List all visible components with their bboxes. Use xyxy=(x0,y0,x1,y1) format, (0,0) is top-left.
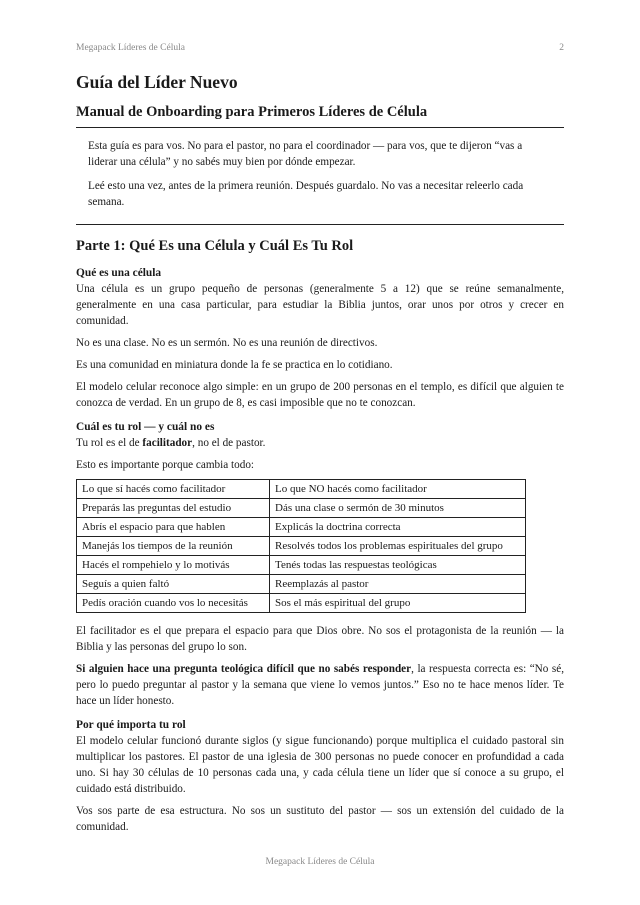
page-title: Guía del Líder Nuevo xyxy=(76,72,238,92)
body-paragraph: Es una comunidad en miniatura donde la fe se practica en lo cotidiano. xyxy=(76,359,393,371)
table-row xyxy=(77,518,526,537)
page-subtitle: Manual de Onboarding para Primeros Líderes de Célula xyxy=(76,103,564,128)
table-cell: Sos el más espiritual del grupo xyxy=(270,594,526,613)
question-emphasis: Si alguien hace una pregunta teológica difícil que no sabés responder xyxy=(76,663,412,675)
subsection-heading: Por qué importa tu rol xyxy=(76,719,186,731)
table-header-cell: Lo que sí hacés como facilitador xyxy=(77,480,270,499)
body-paragraph: El facilitador es el que prepara el espacio para que Dios obre. No sos el protagonista de la reunión — la Biblia y las personas del grupo lo son. xyxy=(76,625,564,653)
body-paragraph xyxy=(76,435,564,451)
table-cell: Hacés el rompehielo y lo motivás xyxy=(77,556,270,575)
subsection-heading: Qué es una célula xyxy=(76,267,162,279)
section-heading: Parte 1: Qué Es una Célula y Cuál Es Tu Rol xyxy=(76,238,354,254)
table-cell: Tenés todas las respuestas teológicas xyxy=(270,556,526,575)
table-cell: Pedís oración cuando vos lo necesitás xyxy=(77,594,270,613)
table-row xyxy=(77,537,526,556)
body-paragraph: Esto es importante porque cambia todo: xyxy=(76,459,255,471)
intro-paragraph: Leé esto una vez, antes de la primera reunión. Después guardalo. No vas a necesitar releerlo cada semana. xyxy=(88,180,524,208)
section-divider xyxy=(76,224,564,225)
table-cell: Manejás los tiempos de la reunión xyxy=(77,537,270,556)
question-text: , la respuesta correcta es: “No sé, pero lo puedo preguntar al pastor y la semana que viene lo vemos juntos.” Eso no te hace menos líder. Te hace un líder honesto. xyxy=(76,663,564,707)
main-content xyxy=(76,72,564,841)
page-number: 2 xyxy=(559,43,564,53)
table-row xyxy=(77,499,526,518)
table-header-cell: Lo que NO hacés como facilitador xyxy=(270,480,526,499)
intro-paragraph: Esta guía es para vos. No para el pastor, no para el coordinador — para vos, que te dijeron “vas a liderar una célula” y no sabés muy bien por dónde empezar. xyxy=(88,140,523,168)
running-footer: Megapack Líderes de Célula xyxy=(265,857,375,867)
table-row xyxy=(77,575,526,594)
table-row xyxy=(77,594,526,613)
table-cell: Reemplazás al pastor xyxy=(270,575,526,594)
intro-block xyxy=(88,138,552,210)
table-row xyxy=(77,556,526,575)
body-paragraph: El modelo celular reconoce algo simple: en un grupo de 200 personas en el templo, es difícil que alguien te conozca de verdad. En un grupo de 8, es casi imposible que no te conozcan. xyxy=(76,381,564,409)
role-text: , no el de pastor. xyxy=(192,437,266,449)
running-header xyxy=(76,43,564,53)
table-cell: Preparás las preguntas del estudio xyxy=(77,499,270,518)
body-paragraph: No es una clase. No es un sermón. No es una reunión de directivos. xyxy=(76,337,378,349)
table-cell: Abrís el espacio para que hablen xyxy=(77,518,270,537)
header-title: Megapack Líderes de Célula xyxy=(76,43,185,53)
body-paragraph: Una célula es un grupo pequeño de personas (generalmente 5 a 12) que se reúne semanalmente, generalmente en una casa particular, para estudiar la Biblia juntos, orar unos por otros y crecer en comunidad. xyxy=(76,283,564,327)
table-cell: Dás una clase o sermón de 30 minutos xyxy=(270,499,526,518)
table-cell: Explicás la doctrina correcta xyxy=(270,518,526,537)
role-text: Tu rol es el de xyxy=(76,437,143,449)
role-emphasis: facilitador xyxy=(142,437,193,449)
table-cell: Seguís a quien faltó xyxy=(77,575,270,594)
body-paragraph: El modelo celular funcionó durante siglos (y sigue funcionando) porque multiplica el cuidado pastoral sin multiplicar los pastores. El pastor de una iglesia de 300 personas no puede conocer en profundidad a cada uno. Si hay 30 células de 10 personas cada una, y cada célula tiene un líder que sí conoce a su grupo, el cuidado está distribuido. xyxy=(76,735,564,795)
roles-table xyxy=(76,479,526,613)
table-cell: Resolvés todos los problemas espirituales del grupo xyxy=(270,537,526,556)
table-header-row xyxy=(77,480,526,499)
subsection-heading: Cuál es tu rol — y cuál no es xyxy=(76,421,215,433)
body-paragraph xyxy=(76,661,564,709)
body-paragraph: Vos sos parte de esa estructura. No sos un sustituto del pastor — sos un extensión del cuidado de la comunidad. xyxy=(76,805,564,833)
